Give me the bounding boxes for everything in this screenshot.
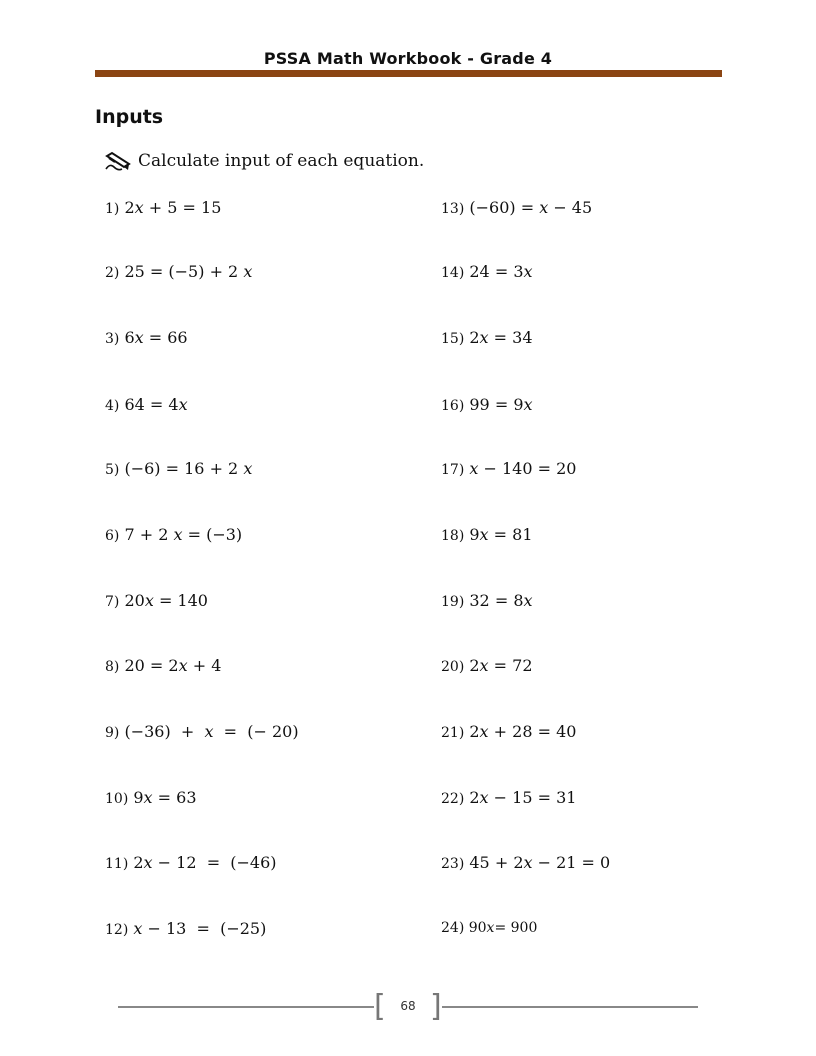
problem-item: 20) 2𝑥 = 72 [441,656,533,675]
problem-item: 24) 90𝑥= 900 [441,920,538,936]
problem-item: 15) 2𝑥 = 34 [441,328,533,347]
footer-bracket-left: [ [374,989,386,1024]
problem-item: 19) 32 = 8𝑥 [441,591,533,610]
problem-item: 2) 25 = (−5) + 2 𝑥 [105,262,253,281]
problem-item: 4) 64 = 4𝑥 [105,395,188,414]
header-rule [95,70,722,77]
section-title: Inputs [95,106,164,128]
problem-item: 3) 6𝑥 = 66 [105,328,188,347]
problem-item: 9) (−36) + 𝑥 = (− 20) [105,722,299,741]
problem-item: 13) (−60) = 𝑥 − 45 [441,198,593,217]
problem-item: 12) 𝑥 − 13 = (−25) [105,919,267,938]
workbook-title: PSSA Math Workbook - Grade 4 [263,49,553,68]
pencil-writing-icon [104,151,132,171]
problem-item: 7) 20𝑥 = 140 [105,591,208,610]
instruction [104,151,424,171]
problem-item: 22) 2𝑥 − 15 = 31 [441,788,577,807]
instruction-text: Calculate input of each equation. [138,151,425,171]
problem-item: 21) 2𝑥 + 28 = 40 [441,722,577,741]
problem-item: 1) 2𝑥 + 5 = 15 [105,198,222,217]
problem-item: 10) 9𝑥 = 63 [105,788,197,807]
problem-item: 14) 24 = 3𝑥 [441,262,533,281]
problem-item: 16) 99 = 9𝑥 [441,395,533,414]
problem-item: 18) 9𝑥 = 81 [441,525,533,544]
footer-rule-left [118,1006,374,1008]
problem-item: 23) 45 + 2𝑥 − 21 = 0 [441,853,611,872]
footer-rule-right [442,1006,698,1008]
problem-item: 6) 7 + 2 𝑥 = (−3) [105,525,243,544]
footer-bracket-right: ] [430,989,442,1024]
problem-item: 5) (−6) = 16 + 2 𝑥 [105,459,253,478]
problem-item: 8) 20 = 2𝑥 + 4 [105,656,222,675]
page-number: 68 [400,999,416,1013]
problem-item: 17) 𝑥 − 140 = 20 [441,459,577,478]
problem-item: 11) 2𝑥 − 12 = (−46) [105,853,277,872]
